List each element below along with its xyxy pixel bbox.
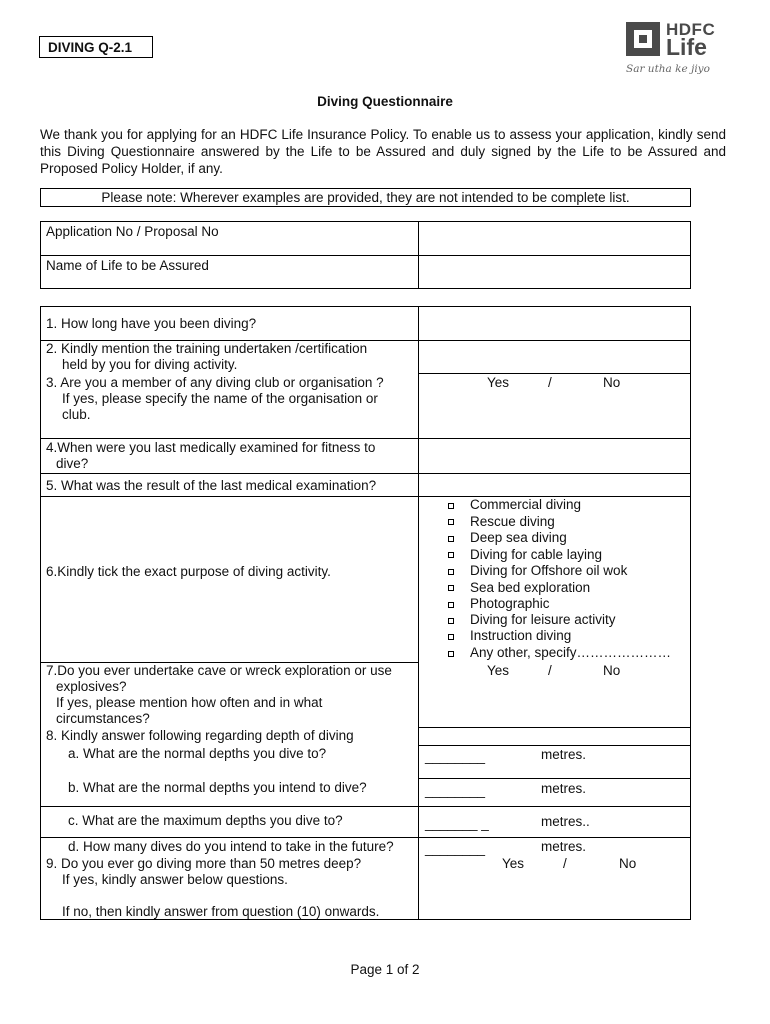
logo-brand: HDFC — [666, 20, 716, 39]
checkbox-icon[interactable] — [448, 634, 454, 640]
question-7-line-3: If yes, please mention how often and in what — [56, 695, 323, 710]
checkbox-icon[interactable] — [448, 618, 454, 624]
option-rescue-diving: Rescue diving — [470, 514, 555, 529]
question-1: 1. How long have you been diving? — [46, 316, 257, 331]
option-commercial-diving: Commercial diving — [470, 497, 582, 512]
question-4-answer[interactable] — [420, 440, 689, 472]
question-5: 5. What was the result of the last medical examination? — [46, 478, 377, 493]
page-number: Page 1 of 2 — [350, 962, 420, 977]
question-3-line-2: If yes, please specify the name of the organisation or — [62, 391, 378, 406]
form-code: DIVING Q-2.1 — [39, 36, 153, 58]
question-7-line-2: explosives? — [56, 679, 127, 694]
question-2-answer[interactable] — [420, 342, 689, 372]
note-box: Please note: Wherever examples are provided, they are not intended to be complete list. — [40, 188, 691, 207]
question-1-answer[interactable] — [420, 308, 689, 339]
hdfc-life-logo — [626, 22, 746, 82]
question-8a-blank[interactable]: ________ — [425, 749, 486, 764]
checkbox-icon[interactable] — [448, 552, 454, 558]
logo-product: Life — [666, 34, 707, 60]
question-7-line-1: 7.Do you ever undertake cave or wreck exploration or use — [46, 663, 392, 678]
question-9-no-option[interactable]: No — [619, 856, 637, 871]
option-sea-bed-exploration: Sea bed exploration — [470, 580, 591, 595]
checkbox-icon[interactable] — [448, 519, 454, 525]
option-leisure-activity: Diving for leisure activity — [470, 612, 616, 627]
application-no-label: Application No / Proposal No — [46, 224, 219, 239]
checkbox-icon[interactable] — [448, 585, 454, 591]
question-8d-unit: metres. — [541, 839, 587, 854]
option-any-other: Any other, specify………………… — [470, 645, 672, 660]
question-8: 8. Kindly answer following regarding depth of diving — [46, 728, 354, 743]
question-9-line-3: If no, then kindly answer from question (10) onwards. — [62, 904, 380, 919]
logo-mark-icon — [626, 22, 660, 56]
question-8b-unit: metres. — [541, 781, 587, 796]
question-8c-unit: metres.. — [541, 814, 590, 829]
question-9-yes-option[interactable]: Yes — [502, 856, 525, 871]
question-8d-blank[interactable]: ________ — [425, 841, 486, 856]
question-8c-blank[interactable]: _______ _ — [425, 816, 489, 831]
question-3-line-1: 3. Are you a member of any diving club or organisation ? — [46, 375, 384, 390]
question-8b-blank[interactable]: ________ — [425, 783, 486, 798]
question-9-line-2: If yes, kindly answer below questions. — [62, 872, 288, 887]
question-7-no-option[interactable]: No — [603, 663, 621, 678]
option-deep-sea-diving: Deep sea diving — [470, 530, 567, 545]
question-7-separator: / — [548, 663, 552, 678]
question-7-line-4: circumstances? — [56, 711, 150, 726]
question-8b: b. What are the normal depths you intend to dive? — [68, 780, 367, 795]
application-no-field[interactable] — [420, 223, 689, 254]
logo-tagline: Sar utha ke jiyo — [626, 63, 710, 75]
life-assured-name-field[interactable] — [420, 257, 689, 287]
question-5-answer[interactable] — [420, 475, 689, 495]
option-cable-laying: Diving for cable laying — [470, 547, 603, 562]
question-9-line-1: 9. Do you ever go diving more than 50 metres deep? — [46, 856, 362, 871]
question-7-yes-option[interactable]: Yes — [487, 663, 510, 678]
question-2-line-2: held by you for diving activity. — [62, 357, 238, 372]
question-8d: d. How many dives do you intend to take in the future? — [68, 839, 394, 854]
question-8a-unit: metres. — [541, 747, 587, 762]
question-3-separator: / — [548, 375, 552, 390]
question-3-yes-option[interactable]: Yes — [487, 375, 510, 390]
life-assured-name-label: Name of Life to be Assured — [46, 258, 209, 273]
question-8a: a. What are the normal depths you dive to? — [68, 746, 327, 761]
option-offshore-oil: Diving for Offshore oil wok — [470, 563, 628, 578]
option-instruction-diving: Instruction diving — [470, 628, 572, 643]
question-3-line-3: club. — [62, 407, 91, 422]
checkbox-icon[interactable] — [448, 536, 454, 542]
question-3-no-option[interactable]: No — [603, 375, 621, 390]
question-6: 6.Kindly tick the exact purpose of diving activity. — [46, 564, 331, 579]
question-4-line-2: dive? — [56, 456, 89, 471]
option-photographic: Photographic — [470, 596, 550, 611]
checkbox-icon[interactable] — [448, 651, 454, 657]
question-4-line-1: 4.When were you last medically examined for fitness to — [46, 440, 376, 455]
question-9-separator: / — [563, 856, 567, 871]
question-8c: c. What are the maximum depths you dive to? — [68, 813, 343, 828]
checkbox-icon[interactable] — [448, 503, 454, 509]
page-title: Diving Questionnaire — [317, 94, 453, 109]
checkbox-icon[interactable] — [448, 602, 454, 608]
question-2-line-1: 2. Kindly mention the training undertaken /certification — [46, 341, 368, 356]
intro-paragraph: We thank you for applying for an HDFC Life Insurance Policy. To enable us to assess your application, kindly send this Diving Questionnaire answered by the Life to be Assured and duly signed by the Life to be Assured and Proposed Policy Holder, if any. — [40, 127, 726, 176]
checkbox-icon[interactable] — [448, 569, 454, 575]
